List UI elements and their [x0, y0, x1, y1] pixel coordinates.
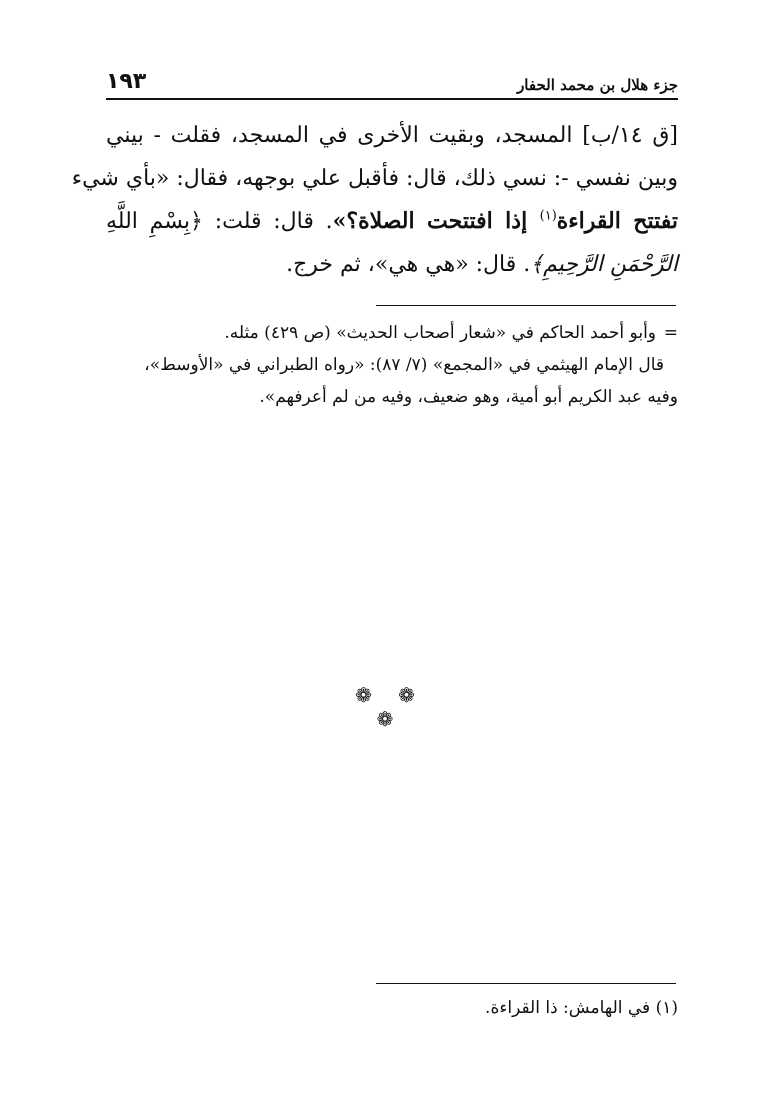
main-line-2: وبين نفسي -: نسي ذلك، قال: فأقبل علي بوجهه، فقال: «بأي شيء — [71, 166, 678, 191]
footnotes — [106, 993, 678, 1023]
notes-rule — [376, 305, 676, 306]
main-line-4 — [106, 243, 678, 286]
page-header — [106, 58, 678, 94]
main-line-4-rest: . قال: «هي هي»، ثم خرج. — [286, 252, 531, 277]
continued-notes — [106, 317, 678, 413]
header-rule — [106, 98, 678, 100]
basmala-end: الرَّحْمَنِ الرَّحِيمِ﴾ — [530, 252, 678, 277]
note-line-1 — [106, 317, 678, 349]
main-line-3-rest: . قال: قلت: ﴿بِسْمِ اللَّهِ — [106, 209, 333, 234]
section-divider-ornament: ❁ ❁ ❁ — [355, 683, 425, 731]
note-line-2: قال الإمام الهيثمي في «المجمع» (٧/ ٨٧): «رواه الطبراني في «الأوسط»، — [144, 355, 664, 375]
prophet-question: تفتتح القراءة — [556, 208, 678, 234]
continuation-marker: = — [663, 323, 678, 343]
page-number: ١٩٣ — [106, 69, 147, 94]
main-line-3 — [106, 200, 678, 243]
note-line-3: وفيه عبد الكريم أبو أمية، وهو ضعيف، وفيه من لم أعرفهم». — [259, 387, 678, 407]
footnote-1: (١) في الهامش: ذا القراءة. — [485, 998, 678, 1018]
note-line-1-text: وأبو أحمد الحاكم في «شعار أصحاب الحديث» (ص ٤٢٩) مثله. — [224, 323, 656, 343]
footnote-ref-1: (١) — [539, 208, 557, 224]
prophet-question-cont: إذا افتتحت الصلاة؟» — [332, 208, 540, 234]
main-line-1: [ق ١٤/ب] المسجد، وبقيت الأخرى في المسجد، فقلت - بيني — [106, 123, 678, 148]
main-text — [71, 114, 678, 286]
running-title: جزء هلال بن محمد الحفار — [517, 76, 678, 94]
footnote-rule — [376, 983, 676, 984]
